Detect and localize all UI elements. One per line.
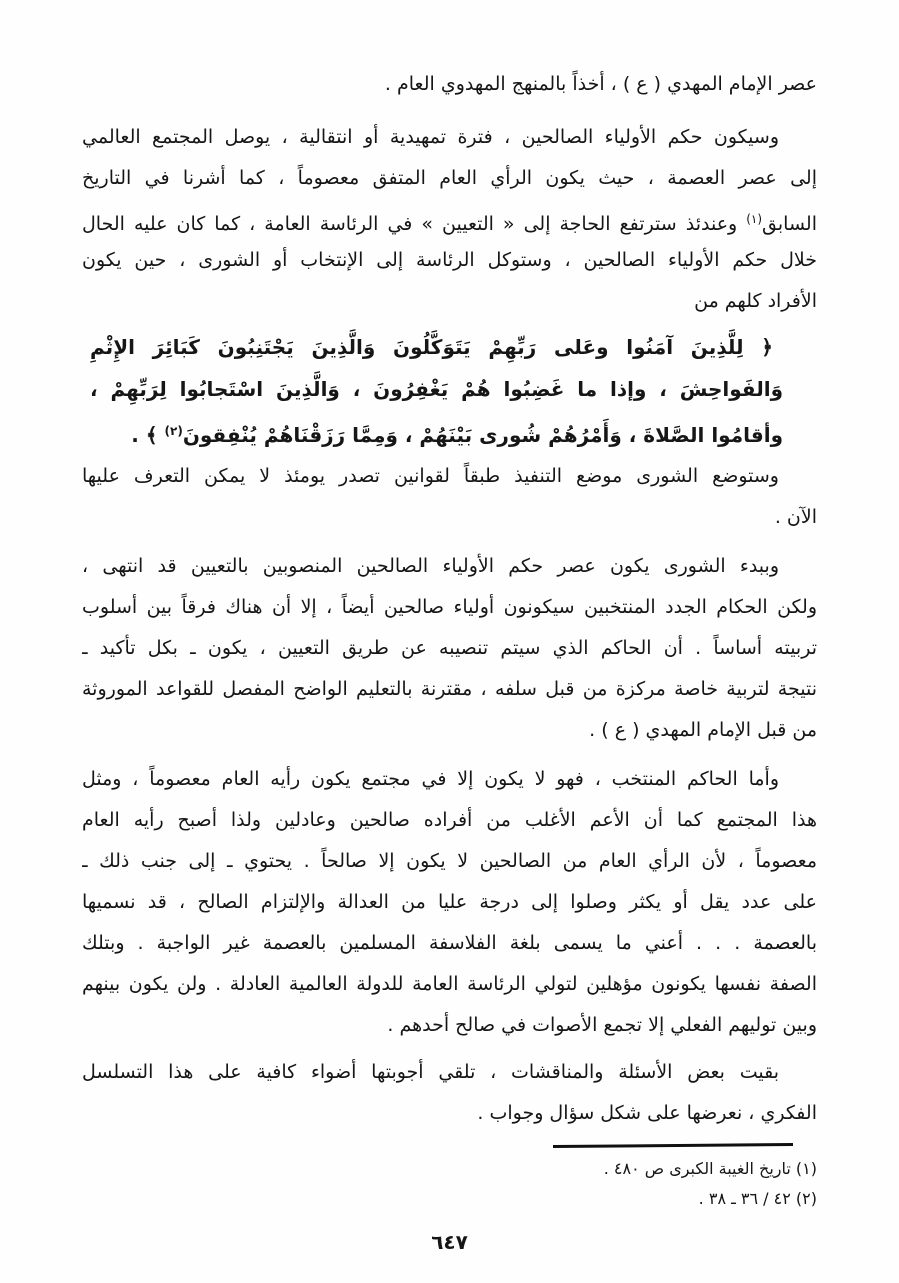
footnote-divider bbox=[553, 1143, 793, 1148]
body-line: هذا المجتمع كما أن الأعم الأغلب من أفراده صالحين وعادلين ولذا أصبح رأيه العام bbox=[82, 809, 817, 831]
body-line: إلى عصر العصمة ، حيث يكون الرأي العام المتفق معصوماً ، كما أشرنا في التاريخ bbox=[82, 167, 817, 189]
body-text: السابق bbox=[762, 213, 817, 235]
body-line: عصر الإمام المهدي ( ع ) ، أخذاً بالمنهج المهدوي العام . bbox=[384, 73, 817, 95]
body-line: وسيكون حكم الأولياء الصالحين ، فترة تمهيدية أو انتقالية ، يوصل المجتمع العالمي bbox=[82, 126, 779, 148]
body-line: الصفة نفسها يكونون مؤهلين لتولي الرئاسة العامة للدولة العالمية العادلة . ولن يكون بينهم bbox=[82, 973, 817, 995]
body-line: بقيت بعض الأسئلة والمناقشات ، تلقي أجوبتها أضواء كافية على هذا التسلسل bbox=[82, 1061, 779, 1083]
footnote-ref-2: (٢) bbox=[164, 424, 183, 438]
quran-verse-closing-ornament: ﴾ . bbox=[131, 423, 165, 447]
body-text: وعندئذ سترتفع الحاجة إلى « التعيين » في الرئاسة العامة ، كما كان عليه الحال bbox=[82, 213, 747, 235]
paragraph-4 bbox=[82, 546, 817, 751]
body-line: على عدد يقل أو يكثر وصلوا إلى درجة عليا من العدالة والإلتزام الصالح ، قد نسميها bbox=[82, 891, 817, 913]
body-line: وأما الحاكم المنتخب ، فهو لا يكون إلا في مجتمع يكون رأيه العام معصوماً ، ومثل bbox=[82, 768, 779, 790]
quran-verse-text: وأقامُوا الصَّلاةَ ، وَأَمْرُهُمْ شُورى بَيْنَهُمْ ، وَمِمَّا رَزَقْنَاهُمْ يُنْفِقونَ bbox=[182, 423, 783, 447]
quran-verse-line: وَالفَواحِشَ ، وإذا ما غَضِبُوا هُمْ يَغْفِرُونَ ، وَالَّذِينَ اسْتَجابُوا لِرَبِّهِمْ ، bbox=[90, 377, 783, 401]
body-line-with-footnote-ref bbox=[82, 199, 817, 240]
page-number: ٦٤٧ bbox=[431, 1230, 468, 1254]
footnote-ref-1: (١) bbox=[746, 212, 763, 226]
body-line: نتيجة لتربية خاصة مركزة من قبل سلفه ، مقترنة بالتعليم الواضح المفصل للقواعد الموروثة bbox=[82, 678, 817, 700]
paragraph-5 bbox=[82, 759, 817, 1046]
paragraph-3 bbox=[82, 456, 817, 538]
quran-verse-block bbox=[82, 326, 817, 452]
body-line: بالعصمة . . . أعني ما يسمى بلغة الفلاسفة المسلمين بالعصمة غير الواجبة . وبتلك bbox=[82, 932, 817, 954]
footnote-1: (١) تاريخ الغيبة الكبرى ص ٤٨٠ . bbox=[603, 1159, 817, 1178]
body-line: وببدء الشورى يكون عصر حكم الأولياء الصالحين المنصوبين بالتعيين قد انتهى ، bbox=[82, 555, 779, 577]
body-line: من قبل الإمام المهدي ( ع ) . bbox=[589, 719, 817, 741]
body-line: الأفراد كلهم من bbox=[694, 290, 817, 312]
body-line: خلال حكم الأولياء الصالحين ، وستوكل الرئاسة إلى الإنتخاب أو الشورى ، حين يكون bbox=[82, 249, 817, 271]
body-line: ولكن الحكام الجدد المنتخبين سيكونون أولياء صالحين أيضاً ، إلا أن هناك فرقاً بين أسلوب bbox=[82, 596, 817, 618]
paragraph-2 bbox=[82, 117, 817, 322]
quran-verse-line: ﴿ لِلَّذِينَ آمَنُوا وعَلى رَبِّهِمْ يَتَوَكَّلُونَ وَالَّذِينَ يَجْتَنِبُونَ كَبَائِرَ الإِثْمِ bbox=[90, 335, 773, 359]
body-line: وستوضع الشورى موضع التنفيذ طبقاً لقوانين تصدر يومئذ لا يمكن التعرف عليها bbox=[82, 465, 779, 487]
paragraph-6 bbox=[82, 1052, 817, 1134]
body-line: معصوماً ، لأن الرأي العام من الصالحين لا يكون إلا صالحاً . يحتوي ـ إلى جنب ذلك ـ bbox=[82, 850, 817, 872]
body-line: الفكري ، نعرضها على شكل سؤال وجواب . bbox=[477, 1102, 817, 1124]
paragraph-1 bbox=[82, 64, 817, 105]
quran-verse-line-with-footnote-ref bbox=[90, 410, 783, 452]
body-line: الآن . bbox=[774, 506, 817, 528]
footnote-2: (٢) ٤٢ / ٣٦ ـ ٣٨ . bbox=[698, 1189, 817, 1208]
body-line: تربيته أساساً . أن الحاكم الذي سيتم تنصيبه عن طريق التعيين ، يكون ـ بكل تأكيد ـ bbox=[82, 637, 817, 659]
body-line: وبين توليهم الفعلي إلا تجمع الأصوات في صالح أحدهم . bbox=[387, 1014, 817, 1036]
